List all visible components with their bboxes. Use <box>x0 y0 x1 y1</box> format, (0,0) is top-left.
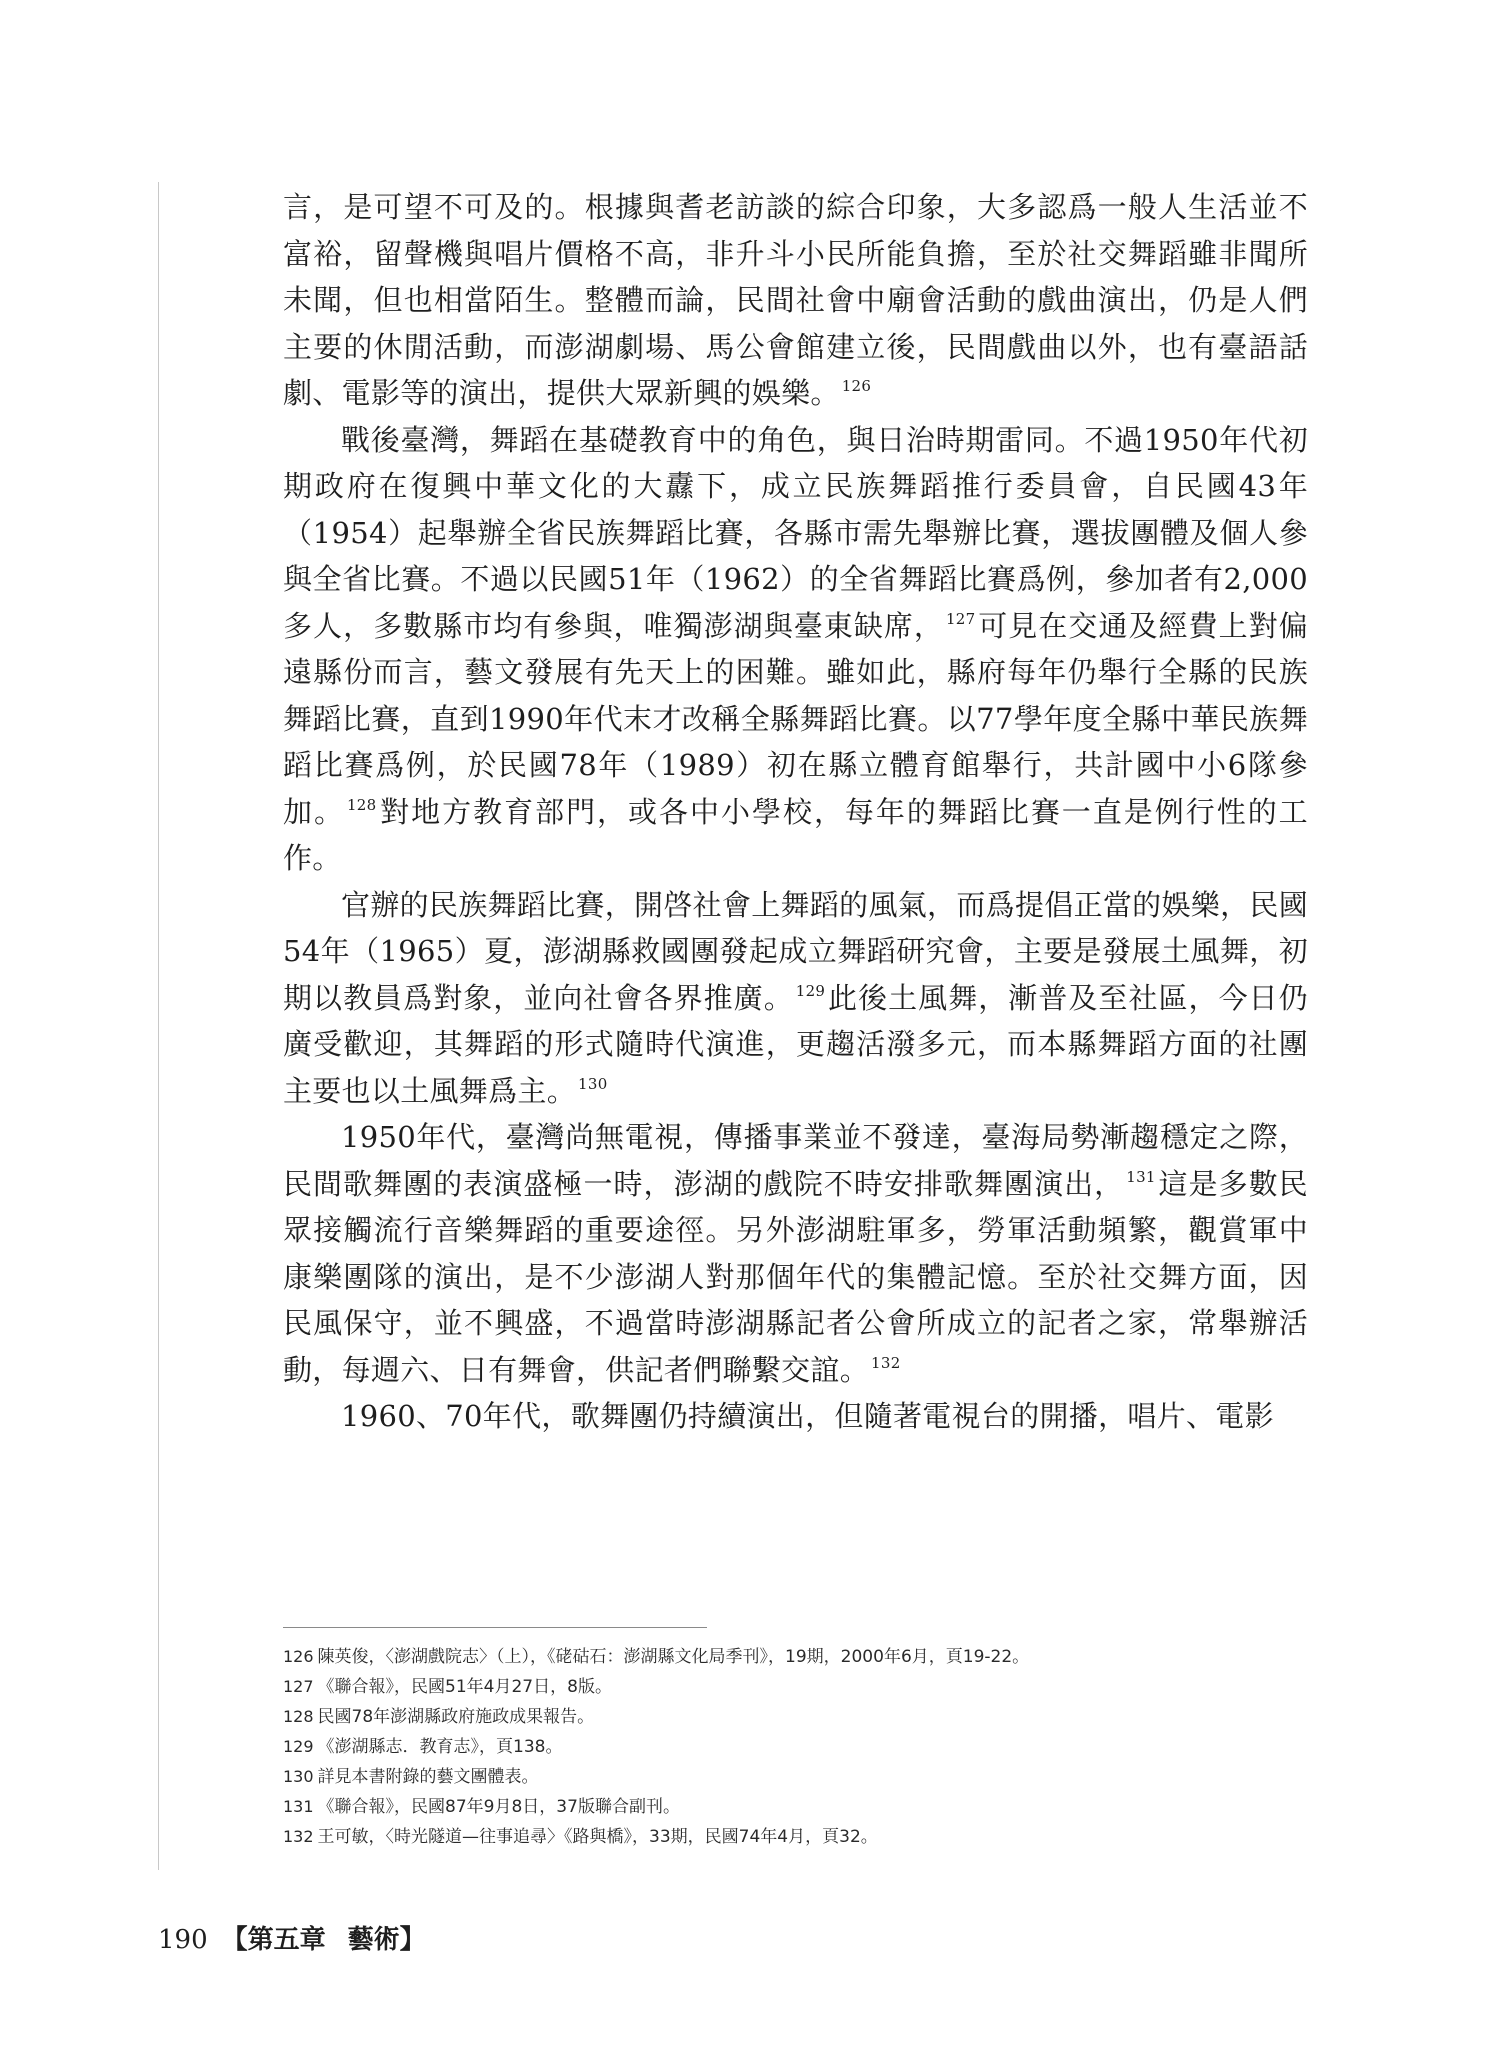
footnote-reference[interactable]: 130 <box>578 1074 608 1093</box>
chapter-label: 【第五章 <box>221 1925 326 1955</box>
running-footer <box>158 1919 426 1956</box>
paragraph-text: 可見在交通及經費上對偏遠縣份而言，藝文發展有先天上的困難。雖如此，縣府每年仍舉行全縣的民族舞蹈比賽，直到1990年代末才改稱全縣舞蹈比賽。以77學年度全縣中華民族舞蹈比賽爲例，於民國78年（1989）初在縣立體育館舉行，共計國中小6隊參加。 <box>283 608 1308 829</box>
footnote-reference[interactable]: 128 <box>346 795 377 814</box>
footnote-item <box>283 1732 1308 1762</box>
paragraph <box>283 1114 1308 1393</box>
footnote-item <box>283 1822 1308 1852</box>
footnote-item <box>283 1672 1308 1702</box>
paragraph-text: 戰後臺灣，舞蹈在基礎教育中的角色，與日治時期雷同。不過1950年代初期政府在復興中華文化的大纛下，成立民族舞蹈推行委員會，自民國43年（1954）起舉辦全省民族舞蹈比賽，各縣市需先舉辦比賽，選拔團體及個人參與全省比賽。不過以民國51年（1962）的全省舞蹈比賽爲例，參加者有2,000多人，多數縣市均有參與，唯獨澎湖與臺東缺席， <box>283 422 1308 643</box>
page-number: 190 <box>158 1925 208 1955</box>
footnote-item <box>283 1702 1308 1732</box>
footnote-text: 《聯合報》，民國51年4月27日，8版。 <box>317 1677 612 1697</box>
footnotes <box>283 1642 1308 1852</box>
footnote-number: 129 <box>283 1737 314 1756</box>
footnote-text: 詳見本書附錄的藝文團體表。 <box>317 1767 539 1787</box>
footnote-text: 《聯合報》，民國87年9月8日，37版聯合副刊。 <box>317 1797 680 1817</box>
footnote-reference[interactable]: 129 <box>795 981 826 1000</box>
chapter-title: 藝術】 <box>347 1925 426 1955</box>
paragraph-text: 對地方教育部門，或各中小學校，每年的舞蹈比賽一直是例行性的工作。 <box>283 794 1308 875</box>
footnote-number: 126 <box>283 1647 314 1666</box>
body-text <box>283 184 1308 1440</box>
footnote-number: 127 <box>283 1677 314 1696</box>
paragraph-text: 1960、70年代，歌舞團仍持續演出，但隨著電視台的開播，唱片、電影 <box>341 1399 1274 1433</box>
footnote-text: 王可敏，〈時光隧道—往事追尋〉《路與橋》，33期，民國74年4月，頁32。 <box>317 1827 878 1847</box>
margin-rule <box>158 182 159 1870</box>
footnote-reference[interactable]: 132 <box>871 1353 901 1372</box>
paragraph <box>283 882 1308 1115</box>
footnote-text: 民國78年澎湖縣政府施政成果報告。 <box>317 1707 595 1727</box>
footnote-reference[interactable]: 127 <box>945 609 976 628</box>
footnote-item <box>283 1792 1308 1822</box>
paragraph <box>283 184 1308 417</box>
paragraph <box>283 417 1308 882</box>
footnote-text: 《澎湖縣志．教育志》，頁138。 <box>317 1737 563 1757</box>
footnote-number: 130 <box>283 1767 314 1786</box>
footnote-reference[interactable]: 131 <box>1126 1167 1156 1186</box>
footnote-number: 132 <box>283 1827 314 1846</box>
footnote-item <box>283 1642 1308 1672</box>
footnote-number: 128 <box>283 1707 314 1726</box>
paragraph-text: 1950年代，臺灣尚無電視，傳播事業並不發達，臺海局勢漸趨穩定之際，民間歌舞團的表演盛極一時，澎湖的戲院不時安排歌舞團演出， <box>283 1120 1308 1201</box>
footnote-item <box>283 1762 1308 1792</box>
footnote-number: 131 <box>283 1797 314 1816</box>
paragraph-text: 這是多數民眾接觸流行音樂舞蹈的重要途徑。另外澎湖駐軍多，勞軍活動頻繁，觀賞軍中康樂團隊的演出，是不少澎湖人對那個年代的集體記憶。至於社交舞方面，因民風保守，並不興盛，不過當時澎湖縣記者公會所成立的記者之家，常舉辦活動，每週六、日有舞會，供記者們聯繫交誼。 <box>283 1166 1308 1387</box>
paragraph-text: 此後土風舞，漸普及至社區，今日仍廣受歡迎，其舞蹈的形式隨時代演進，更趨活潑多元，而本縣舞蹈方面的社團主要也以土風舞爲主。 <box>283 980 1308 1108</box>
footnote-text: 陳英俊，〈澎湖戲院志〉（上），《硓𥑮石：澎湖縣文化局季刊》，19期，2000年6月，頁19-22。 <box>317 1647 1030 1667</box>
paragraph-text: 言，是可望不可及的。根據與耆老訪談的綜合印象，大多認爲一般人生活並不富裕，留聲機與唱片價格不高，非升斗小民所能負擔，至於社交舞蹈雖非聞所未聞，但也相當陌生。整體而論，民間社會中廟會活動的戲曲演出，仍是人們主要的休閒活動，而澎湖劇場、馬公會館建立後，民間戲曲以外，也有臺語話劇、電影等的演出，提供大眾新興的娛樂。 <box>283 190 1308 410</box>
paragraph-text: 官辦的民族舞蹈比賽，開啓社會上舞蹈的風氣，而爲提倡正當的娛樂，民國54年（1965）夏，澎湖縣救國團發起成立舞蹈研究會，主要是發展土風舞，初期以教員爲對象，並向社會各界推廣。 <box>283 887 1308 1015</box>
paragraph <box>283 1393 1308 1440</box>
footnote-reference[interactable]: 126 <box>841 377 872 395</box>
footnote-separator <box>283 1627 707 1628</box>
